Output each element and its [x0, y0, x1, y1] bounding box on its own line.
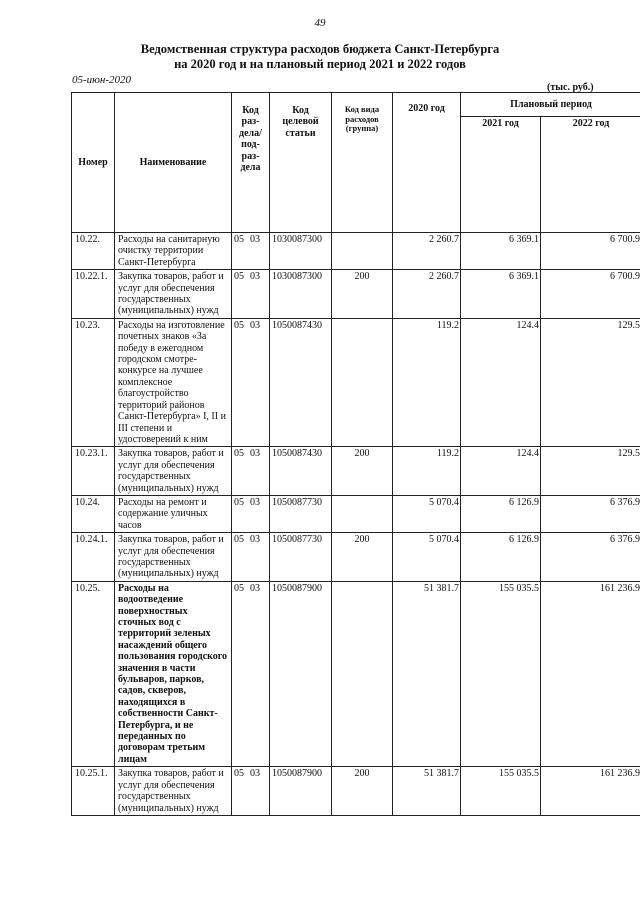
row-value-2021: 6 126.9	[461, 533, 541, 582]
row-value-2020: 119.2	[393, 318, 461, 446]
row-number: 10.23.1.	[72, 447, 115, 496]
header-year-2022: 2022 год	[541, 117, 640, 233]
row-target-code: 1030087300	[270, 233, 332, 270]
row-section-code	[232, 318, 270, 446]
row-value-2020: 119.2	[393, 447, 461, 496]
row-number: 10.22.1.	[72, 270, 115, 319]
row-expense-type: 200	[332, 533, 393, 582]
row-target-code: 1050087730	[270, 495, 332, 532]
row-subsection: 03	[250, 534, 260, 546]
row-section: 05	[234, 768, 244, 780]
row-value-2020: 2 260.7	[393, 233, 461, 270]
row-value-2021: 124.4	[461, 447, 541, 496]
row-subsection: 03	[250, 768, 260, 780]
row-value-2020: 2 260.7	[393, 270, 461, 319]
header-year-2021: 2021 год	[461, 117, 541, 233]
row-value-2020: 51 381.7	[393, 581, 461, 767]
row-value-2022: 6 376.9	[541, 533, 640, 582]
row-expense-type	[332, 581, 393, 767]
row-name: Закупка товаров, работ и услуг для обеспечения государственных (муниципальных) нужд	[115, 533, 232, 582]
row-value-2022: 129.5	[541, 447, 640, 496]
header-section-code: Код раз-дела/ под-раз-дела	[232, 93, 270, 233]
row-section-code	[232, 233, 270, 270]
row-value-2022: 6 700.9	[541, 233, 640, 270]
row-subsection: 03	[250, 271, 260, 283]
row-value-2021: 6 126.9	[461, 495, 541, 532]
row-value-2022: 129.5	[541, 318, 640, 446]
units-label: (тыс. руб.)	[547, 82, 594, 93]
row-target-code: 1050087900	[270, 767, 332, 816]
row-value-2021: 124.4	[461, 318, 541, 446]
row-expense-type	[332, 233, 393, 270]
budget-table	[71, 92, 640, 816]
row-number: 10.22.	[72, 233, 115, 270]
table-row	[72, 318, 640, 446]
header-target-code: Код целевой статьи	[270, 93, 332, 233]
row-name: Расходы на ремонт и содержание уличных часов	[115, 495, 232, 532]
row-expense-type: 200	[332, 270, 393, 319]
header-number: Номер	[72, 93, 115, 233]
row-name: Расходы на изготовление почетных знаков «За победу в ежегодном городском смотре-конкурсе на лучшее комплексное благоустройство территорий районов Санкт-Петербурга» I, II и III степени и удостоверений к ним	[115, 318, 232, 446]
table-row	[72, 270, 640, 319]
row-section-code	[232, 495, 270, 532]
row-value-2022: 6 700.9	[541, 270, 640, 319]
row-expense-type	[332, 495, 393, 532]
table-row	[72, 581, 640, 767]
row-target-code: 1050087430	[270, 447, 332, 496]
row-target-code: 1030087300	[270, 270, 332, 319]
row-section-code	[232, 447, 270, 496]
row-expense-type: 200	[332, 447, 393, 496]
row-expense-type	[332, 318, 393, 446]
row-value-2020: 5 070.4	[393, 533, 461, 582]
row-name: Закупка товаров, работ и услуг для обеспечения государственных (муниципальных) нужд	[115, 767, 232, 816]
row-section: 05	[234, 534, 244, 546]
row-number: 10.24.1.	[72, 533, 115, 582]
row-value-2022: 161 236.9	[541, 581, 640, 767]
row-subsection: 03	[250, 496, 260, 508]
row-name: Расходы на санитарную очистку территории Санкт-Петербурга	[115, 233, 232, 270]
row-subsection: 03	[250, 319, 260, 331]
row-section-code	[232, 767, 270, 816]
document-date: 05-июн-2020	[72, 74, 132, 86]
row-section: 05	[234, 448, 244, 460]
row-name: Закупка товаров, работ и услуг для обеспечения государственных (муниципальных) нужд	[115, 447, 232, 496]
row-section: 05	[234, 234, 244, 245]
row-section: 05	[234, 582, 244, 594]
title-line-1: Ведомственная структура расходов бюджета Санкт-Петербурга	[140, 42, 500, 56]
row-value-2020: 5 070.4	[393, 495, 461, 532]
table-row	[72, 447, 640, 496]
row-target-code: 1050087430	[270, 318, 332, 446]
row-number: 10.24.	[72, 495, 115, 532]
row-value-2022: 6 376.9	[541, 495, 640, 532]
row-section-code	[232, 270, 270, 319]
table-row	[72, 533, 640, 582]
row-name: Расходы на водоотведение поверхностных сточных вод с территорий зеленых насаждений общего пользования городского значения в части бульваров, парков, садов, скверов, находящихся в собственности Санкт-Петербурга, и не переданных по договорам третьим лицам	[115, 581, 232, 767]
header-year-2020: 2020 год	[393, 93, 461, 233]
row-subsection: 03	[250, 582, 260, 594]
row-value-2021: 6 369.1	[461, 233, 541, 270]
row-value-2021: 6 369.1	[461, 270, 541, 319]
table-row	[72, 233, 640, 270]
row-section-code	[232, 581, 270, 767]
row-value-2021: 155 035.5	[461, 767, 541, 816]
row-section: 05	[234, 271, 244, 283]
row-section-code	[232, 533, 270, 582]
row-value-2022: 161 236.9	[541, 767, 640, 816]
row-subsection: 03	[250, 234, 260, 245]
row-number: 10.25.1.	[72, 767, 115, 816]
row-number: 10.25.	[72, 581, 115, 767]
row-section: 05	[234, 496, 244, 508]
row-target-code: 1050087900	[270, 581, 332, 767]
header-planned-period: Плановый период	[461, 93, 640, 117]
page-number: 49	[314, 17, 326, 29]
row-section: 05	[234, 319, 244, 331]
row-expense-type: 200	[332, 767, 393, 816]
table-row	[72, 495, 640, 532]
row-value-2021: 155 035.5	[461, 581, 541, 767]
row-subsection: 03	[250, 448, 260, 460]
table-row	[72, 767, 640, 816]
row-value-2020: 51 381.7	[393, 767, 461, 816]
row-name: Закупка товаров, работ и услуг для обеспечения государственных (муниципальных) нужд	[115, 270, 232, 319]
header-expense-type: Код вида расходов (группа)	[332, 93, 393, 233]
row-number: 10.23.	[72, 318, 115, 446]
title-line-2: на 2020 год и на плановый период 2021 и 2022 годов	[174, 57, 466, 71]
page-title	[0, 42, 640, 72]
row-target-code: 1050087730	[270, 533, 332, 582]
header-name: Наименование	[115, 93, 232, 233]
